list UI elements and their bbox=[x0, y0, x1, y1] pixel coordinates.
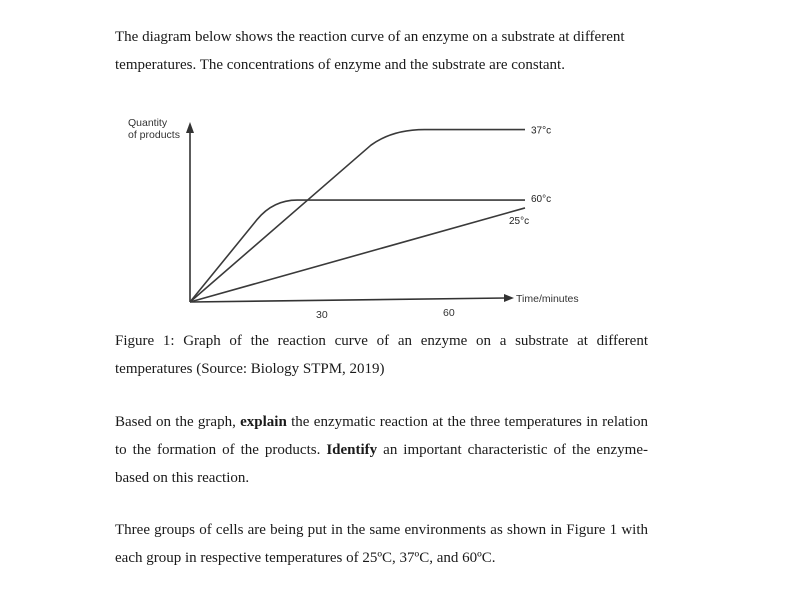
curve-label-0: 37°c bbox=[531, 125, 552, 137]
question-paragraph bbox=[115, 408, 648, 492]
curve-0 bbox=[190, 130, 525, 302]
reaction-graph bbox=[108, 104, 608, 324]
y-axis-label-line2: of products bbox=[128, 129, 180, 141]
question-part1: Based on the graph, bbox=[115, 414, 241, 430]
curve-label-1: 60°c bbox=[531, 194, 552, 206]
question-bold-explain: explain bbox=[240, 414, 287, 430]
y-axis-label-line1: Quantity bbox=[128, 117, 168, 129]
curve-2 bbox=[190, 208, 525, 302]
x-axis-arrow-icon bbox=[504, 294, 514, 302]
scenario-paragraph: Three groups of cells are being put in the same environments as shown in Figure 1 with each group in respective temperatures of 25ºC, 37ºC, and 60ºC. bbox=[115, 522, 648, 566]
x-axis-label: Time/minutes bbox=[516, 293, 579, 305]
y-axis-arrow-icon bbox=[186, 122, 194, 133]
curve-1 bbox=[190, 200, 525, 302]
question-bold-identify: Identify bbox=[326, 442, 378, 458]
x-tick-60: 60 bbox=[443, 307, 455, 319]
reaction-curve-figure bbox=[108, 104, 608, 324]
figure-caption: Figure 1: Graph of the reaction curve of an enzyme on a substrate at different temperatures (Source: Biology STPM, 2019) bbox=[115, 333, 648, 377]
curves-group bbox=[190, 126, 551, 302]
question-part2: the enzymatic reaction at the three temperatures in relation to the formation of the products. bbox=[115, 414, 648, 458]
question-part3: an important characteristic of the enzyme-based on this reaction. bbox=[115, 442, 648, 486]
intro-paragraph: The diagram below shows the reaction curve of an enzyme on a substrate at different temperatures. The concentrations of enzyme and the substrate are constant. bbox=[115, 29, 625, 73]
curve-label-2: 25°c bbox=[509, 215, 530, 227]
x-tick-30: 30 bbox=[316, 309, 328, 321]
x-axis bbox=[190, 298, 506, 302]
